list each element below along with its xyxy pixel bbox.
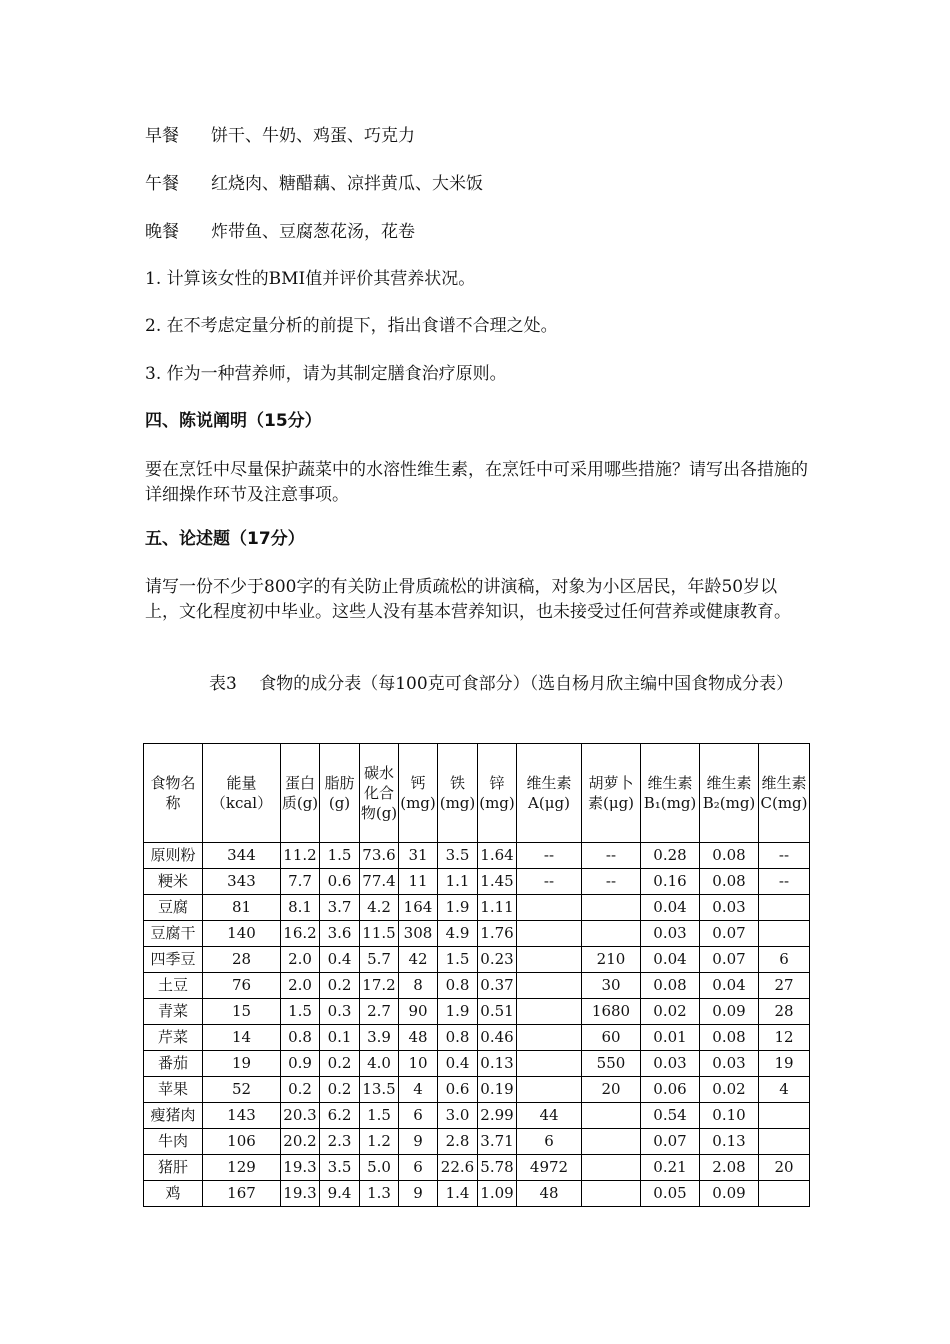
cell-food-name: 番茄 [144, 1051, 203, 1077]
table-row [144, 1103, 810, 1129]
cell-calcium: 31 [399, 843, 438, 869]
cell-carotene: -- [582, 869, 641, 895]
cell-vitamin-c: -- [759, 869, 810, 895]
cell-vitamin-b2: 0.08 [700, 843, 759, 869]
header-zinc: 锌(mg) [478, 744, 517, 843]
cell-vitamin-b1: 0.04 [641, 895, 700, 921]
cell-carbohydrate: 77.4 [360, 869, 399, 895]
cell-carotene: 1680 [582, 999, 641, 1025]
header-vitamin-b2: 维生素B₂(mg) [700, 744, 759, 843]
cell-zinc: 5.78 [478, 1155, 517, 1181]
cell-energy: 28 [203, 947, 281, 973]
cell-fat: 1.5 [320, 843, 360, 869]
cell-protein: 0.9 [281, 1051, 320, 1077]
cell-carotene [582, 921, 641, 947]
cell-iron: 2.8 [438, 1129, 478, 1155]
cell-vitamin-b2: 0.04 [700, 973, 759, 999]
cell-calcium: 9 [399, 1181, 438, 1207]
cell-vitamin-a: 6 [517, 1129, 582, 1155]
header-vitamin-a: 维生素A(μg) [517, 744, 582, 843]
cell-carotene [582, 1181, 641, 1207]
cell-calcium: 48 [399, 1025, 438, 1051]
cell-iron: 0.6 [438, 1077, 478, 1103]
section-4-title: 四、陈说阐明（15分） [145, 411, 322, 431]
cell-protein: 20.3 [281, 1103, 320, 1129]
table-row [144, 1051, 810, 1077]
cell-vitamin-a: 4972 [517, 1155, 582, 1181]
cell-vitamin-b2: 0.09 [700, 999, 759, 1025]
cell-fat: 6.2 [320, 1103, 360, 1129]
cell-calcium: 308 [399, 921, 438, 947]
cell-vitamin-b1: 0.01 [641, 1025, 700, 1051]
cell-vitamin-b1: 0.03 [641, 921, 700, 947]
cell-vitamin-b2: 0.03 [700, 895, 759, 921]
header-vitamin-c: 维生素C(mg) [759, 744, 810, 843]
cell-vitamin-a [517, 1051, 582, 1077]
cell-carbohydrate: 11.5 [360, 921, 399, 947]
cell-carotene [582, 1103, 641, 1129]
meal-dinner [145, 220, 415, 244]
cell-vitamin-a: 44 [517, 1103, 582, 1129]
cell-vitamin-b2: 0.13 [700, 1129, 759, 1155]
cell-vitamin-b2: 0.10 [700, 1103, 759, 1129]
cell-vitamin-b2: 0.02 [700, 1077, 759, 1103]
cell-fat: 9.4 [320, 1181, 360, 1207]
cell-iron: 1.9 [438, 999, 478, 1025]
cell-carbohydrate: 4.2 [360, 895, 399, 921]
cell-energy: 81 [203, 895, 281, 921]
cell-fat: 0.6 [320, 869, 360, 895]
table-row [144, 1181, 810, 1207]
cell-calcium: 42 [399, 947, 438, 973]
cell-calcium: 8 [399, 973, 438, 999]
cell-vitamin-b1: 0.28 [641, 843, 700, 869]
cell-energy: 76 [203, 973, 281, 999]
question-3: 3. 作为一种营养师，请为其制定膳食治疗原则。 [145, 364, 507, 384]
cell-vitamin-a [517, 1025, 582, 1051]
meal-items: 红烧肉、糖醋藕、凉拌黄瓜、大米饭 [211, 174, 483, 194]
cell-carbohydrate: 73.6 [360, 843, 399, 869]
cell-fat: 2.3 [320, 1129, 360, 1155]
cell-iron: 4.9 [438, 921, 478, 947]
cell-iron: 0.8 [438, 1025, 478, 1051]
table-row [144, 973, 810, 999]
cell-zinc: 0.19 [478, 1077, 517, 1103]
cell-zinc: 0.23 [478, 947, 517, 973]
header-carbohydrate: 碳水化合物(g) [360, 744, 399, 843]
cell-vitamin-a [517, 973, 582, 999]
cell-iron: 0.8 [438, 973, 478, 999]
cell-vitamin-c [759, 895, 810, 921]
cell-food-name: 瘦猪肉 [144, 1103, 203, 1129]
cell-calcium: 90 [399, 999, 438, 1025]
cell-fat: 3.5 [320, 1155, 360, 1181]
cell-energy: 15 [203, 999, 281, 1025]
cell-vitamin-c: 12 [759, 1025, 810, 1051]
cell-vitamin-b2: 0.07 [700, 947, 759, 973]
cell-vitamin-b2: 0.08 [700, 869, 759, 895]
cell-carbohydrate: 17.2 [360, 973, 399, 999]
cell-energy: 167 [203, 1181, 281, 1207]
cell-vitamin-b1: 0.07 [641, 1129, 700, 1155]
cell-energy: 140 [203, 921, 281, 947]
cell-vitamin-b1: 0.04 [641, 947, 700, 973]
cell-iron: 1.1 [438, 869, 478, 895]
cell-zinc: 0.37 [478, 973, 517, 999]
cell-carbohydrate: 3.9 [360, 1025, 399, 1051]
table-row [144, 869, 810, 895]
table-header-row [144, 744, 810, 843]
cell-vitamin-a [517, 921, 582, 947]
cell-zinc: 1.76 [478, 921, 517, 947]
cell-protein: 0.2 [281, 1077, 320, 1103]
cell-vitamin-c: 6 [759, 947, 810, 973]
cell-vitamin-b2: 0.03 [700, 1051, 759, 1077]
cell-energy: 14 [203, 1025, 281, 1051]
cell-food-name: 原则粉 [144, 843, 203, 869]
cell-food-name: 土豆 [144, 973, 203, 999]
cell-vitamin-a [517, 999, 582, 1025]
meal-label: 午餐 [145, 174, 179, 194]
cell-vitamin-a: -- [517, 869, 582, 895]
cell-fat: 0.3 [320, 999, 360, 1025]
cell-zinc: 1.64 [478, 843, 517, 869]
cell-carbohydrate: 4.0 [360, 1051, 399, 1077]
cell-energy: 19 [203, 1051, 281, 1077]
table-row [144, 999, 810, 1025]
cell-zinc: 1.09 [478, 1181, 517, 1207]
cell-protein: 0.8 [281, 1025, 320, 1051]
cell-calcium: 11 [399, 869, 438, 895]
cell-carbohydrate: 1.2 [360, 1129, 399, 1155]
cell-carbohydrate: 1.3 [360, 1181, 399, 1207]
cell-zinc: 0.51 [478, 999, 517, 1025]
cell-vitamin-c [759, 1103, 810, 1129]
table-row [144, 895, 810, 921]
header-energy: 能量（kcal） [203, 744, 281, 843]
cell-vitamin-c [759, 1181, 810, 1207]
cell-carotene: 60 [582, 1025, 641, 1051]
meal-breakfast [145, 124, 415, 148]
cell-vitamin-a [517, 1077, 582, 1103]
cell-iron: 0.4 [438, 1051, 478, 1077]
cell-fat: 3.6 [320, 921, 360, 947]
cell-vitamin-c: 27 [759, 973, 810, 999]
cell-food-name: 豆腐 [144, 895, 203, 921]
header-calcium: 钙(mg) [399, 744, 438, 843]
cell-calcium: 6 [399, 1103, 438, 1129]
cell-carotene: 30 [582, 973, 641, 999]
cell-food-name: 豆腐干 [144, 921, 203, 947]
cell-food-name: 芹菜 [144, 1025, 203, 1051]
cell-iron: 1.4 [438, 1181, 478, 1207]
cell-vitamin-c: 28 [759, 999, 810, 1025]
cell-zinc: 2.99 [478, 1103, 517, 1129]
cell-vitamin-b2: 2.08 [700, 1155, 759, 1181]
table-row [144, 843, 810, 869]
cell-vitamin-c: -- [759, 843, 810, 869]
cell-vitamin-a: 48 [517, 1181, 582, 1207]
meal-items: 炸带鱼、豆腐葱花汤，花卷 [211, 222, 415, 242]
cell-energy: 52 [203, 1077, 281, 1103]
cell-vitamin-b2: 0.09 [700, 1181, 759, 1207]
cell-carotene: 210 [582, 947, 641, 973]
cell-iron: 1.5 [438, 947, 478, 973]
table-row [144, 1129, 810, 1155]
table-row [144, 1077, 810, 1103]
cell-protein: 19.3 [281, 1181, 320, 1207]
cell-protein: 2.0 [281, 973, 320, 999]
cell-carbohydrate: 5.0 [360, 1155, 399, 1181]
cell-food-name: 猪肝 [144, 1155, 203, 1181]
cell-vitamin-b1: 0.08 [641, 973, 700, 999]
section-5-title: 五、论述题（17分） [145, 529, 305, 549]
cell-carbohydrate: 5.7 [360, 947, 399, 973]
cell-energy: 343 [203, 869, 281, 895]
cell-vitamin-c: 20 [759, 1155, 810, 1181]
meal-label: 晚餐 [145, 222, 179, 242]
cell-fat: 3.7 [320, 895, 360, 921]
cell-carbohydrate: 1.5 [360, 1103, 399, 1129]
cell-vitamin-b2: 0.08 [700, 1025, 759, 1051]
cell-vitamin-c [759, 921, 810, 947]
cell-zinc: 1.11 [478, 895, 517, 921]
table-row [144, 1155, 810, 1181]
cell-protein: 8.1 [281, 895, 320, 921]
cell-protein: 16.2 [281, 921, 320, 947]
table-row [144, 921, 810, 947]
cell-vitamin-b1: 0.02 [641, 999, 700, 1025]
cell-vitamin-c: 4 [759, 1077, 810, 1103]
cell-energy: 143 [203, 1103, 281, 1129]
cell-zinc: 0.46 [478, 1025, 517, 1051]
food-composition-table [143, 743, 810, 1207]
question-2: 2. 在不考虑定量分析的前提下，指出食谱不合理之处。 [145, 316, 558, 336]
header-food-name: 食物名称 [144, 744, 203, 843]
table-row [144, 947, 810, 973]
cell-iron: 3.5 [438, 843, 478, 869]
header-iron: 铁(mg) [438, 744, 478, 843]
cell-zinc: 0.13 [478, 1051, 517, 1077]
cell-carbohydrate: 13.5 [360, 1077, 399, 1103]
cell-calcium: 10 [399, 1051, 438, 1077]
cell-vitamin-c: 19 [759, 1051, 810, 1077]
cell-protein: 11.2 [281, 843, 320, 869]
cell-food-name: 青菜 [144, 999, 203, 1025]
cell-calcium: 4 [399, 1077, 438, 1103]
cell-iron: 22.6 [438, 1155, 478, 1181]
table-caption: 表3 食物的成分表（每100克可食部分）（选自杨月欣主编中国食物成分表） [209, 674, 794, 694]
cell-vitamin-b1: 0.03 [641, 1051, 700, 1077]
cell-carotene [582, 1155, 641, 1181]
cell-energy: 129 [203, 1155, 281, 1181]
cell-vitamin-b2: 0.07 [700, 921, 759, 947]
cell-protein: 20.2 [281, 1129, 320, 1155]
cell-protein: 1.5 [281, 999, 320, 1025]
cell-carotene [582, 895, 641, 921]
cell-fat: 0.2 [320, 1051, 360, 1077]
cell-calcium: 164 [399, 895, 438, 921]
cell-calcium: 9 [399, 1129, 438, 1155]
cell-protein: 7.7 [281, 869, 320, 895]
cell-vitamin-b1: 0.05 [641, 1181, 700, 1207]
question-1: 1. 计算该女性的BMI值并评价其营养状况。 [145, 269, 476, 289]
cell-iron: 1.9 [438, 895, 478, 921]
cell-energy: 106 [203, 1129, 281, 1155]
cell-food-name: 牛肉 [144, 1129, 203, 1155]
cell-vitamin-a [517, 947, 582, 973]
cell-protein: 19.3 [281, 1155, 320, 1181]
cell-energy: 344 [203, 843, 281, 869]
cell-carotene: 550 [582, 1051, 641, 1077]
cell-vitamin-a [517, 895, 582, 921]
cell-iron: 3.0 [438, 1103, 478, 1129]
header-vitamin-b1: 维生素B₁(mg) [641, 744, 700, 843]
header-protein: 蛋白质(g) [281, 744, 320, 843]
meal-items: 饼干、牛奶、鸡蛋、巧克力 [211, 126, 415, 146]
section-5-body: 请写一份不少于800字的有关防止骨质疏松的讲演稿，对象为小区居民，年龄50岁以上，文化程度初中毕业。这些人没有基本营养知识，也未接受过任何营养或健康教育。 [145, 577, 791, 622]
cell-fat: 0.4 [320, 947, 360, 973]
section-4-body: 要在烹饪中尽量保护蔬菜中的水溶性维生素，在烹饪中可采用哪些措施？请写出各措施的详细操作环节及注意事项。 [145, 460, 808, 505]
cell-fat: 0.2 [320, 1077, 360, 1103]
cell-vitamin-b1: 0.21 [641, 1155, 700, 1181]
cell-carotene: 20 [582, 1077, 641, 1103]
cell-vitamin-b1: 0.06 [641, 1077, 700, 1103]
table-row [144, 1025, 810, 1051]
cell-vitamin-c [759, 1129, 810, 1155]
cell-food-name: 四季豆 [144, 947, 203, 973]
cell-vitamin-b1: 0.16 [641, 869, 700, 895]
cell-food-name: 粳米 [144, 869, 203, 895]
cell-zinc: 1.45 [478, 869, 517, 895]
cell-fat: 0.2 [320, 973, 360, 999]
cell-vitamin-b1: 0.54 [641, 1103, 700, 1129]
meal-lunch [145, 172, 483, 196]
cell-protein: 2.0 [281, 947, 320, 973]
cell-food-name: 苹果 [144, 1077, 203, 1103]
header-carotene: 胡萝卜素(μg) [582, 744, 641, 843]
cell-vitamin-a: -- [517, 843, 582, 869]
cell-carbohydrate: 2.7 [360, 999, 399, 1025]
cell-fat: 0.1 [320, 1025, 360, 1051]
header-fat: 脂肪(g) [320, 744, 360, 843]
cell-carotene [582, 1129, 641, 1155]
meal-label: 早餐 [145, 126, 179, 146]
cell-food-name: 鸡 [144, 1181, 203, 1207]
cell-carotene: -- [582, 843, 641, 869]
cell-zinc: 3.71 [478, 1129, 517, 1155]
cell-calcium: 6 [399, 1155, 438, 1181]
